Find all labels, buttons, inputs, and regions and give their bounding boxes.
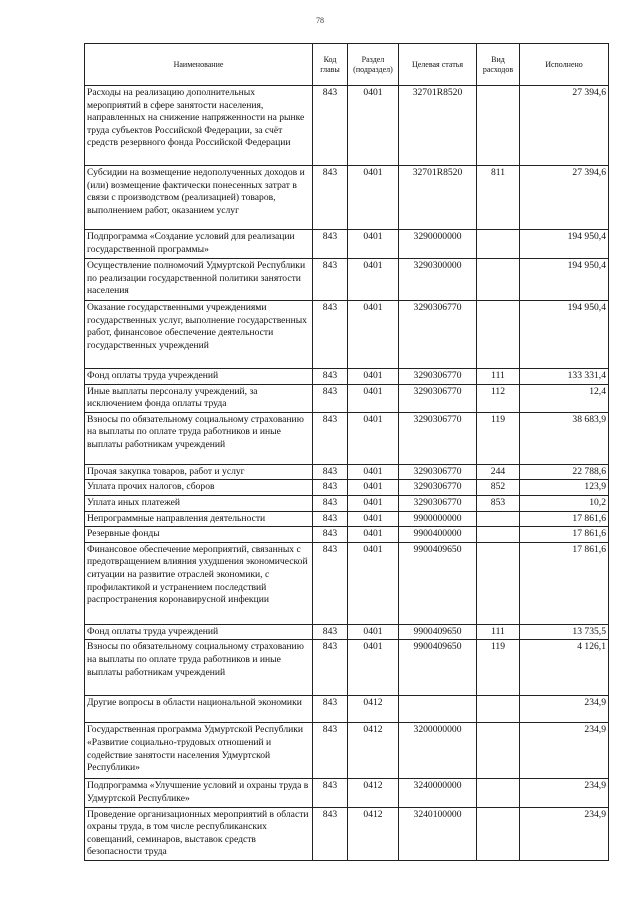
cell-name: Подпрограмма «Создание условий для реализации государственной программы»	[85, 230, 313, 259]
cell-name: Осуществление полномочий Удмуртской Республики по реализации государственной политики занятости населения	[85, 259, 313, 301]
header-chapter: Код главы	[313, 44, 348, 86]
cell-name: Расходы на реализацию дополнительных мероприятий в сфере занятости населения, направленных на снижение напряженности на рынке труда субъектов Российской Федерации, за счёт средств резервного фонда Российской Федерации	[85, 86, 313, 166]
cell-section: 0401	[348, 624, 399, 640]
cell-section: 0401	[348, 464, 399, 480]
cell-executed: 194 950,4	[520, 301, 609, 369]
cell-executed: 17 861,6	[520, 527, 609, 543]
cell-executed: 234,9	[520, 779, 609, 807]
cell-section: 0401	[348, 86, 399, 166]
cell-section: 0401	[348, 259, 399, 301]
cell-chapter: 843	[313, 86, 348, 166]
cell-chapter: 843	[313, 624, 348, 640]
cell-executed: 234,9	[520, 807, 609, 860]
budget-table	[84, 43, 609, 861]
cell-expense-type: 111	[477, 624, 520, 640]
table-row	[85, 464, 609, 480]
cell-expense-type	[477, 511, 520, 527]
cell-article: 3290300000	[399, 259, 477, 301]
cell-expense-type: 119	[477, 412, 520, 464]
cell-executed: 27 394,6	[520, 166, 609, 230]
cell-executed: 17 861,6	[520, 542, 609, 624]
table-body	[85, 86, 609, 861]
cell-chapter: 843	[313, 640, 348, 696]
cell-section: 0401	[348, 412, 399, 464]
table-row	[85, 542, 609, 624]
cell-expense-type: 244	[477, 464, 520, 480]
cell-chapter: 843	[313, 480, 348, 496]
cell-article: 3290306770	[399, 464, 477, 480]
cell-expense-type: 853	[477, 495, 520, 511]
table-row	[85, 480, 609, 496]
cell-section: 0412	[348, 779, 399, 807]
cell-executed: 27 394,6	[520, 86, 609, 166]
cell-article: 9900409650	[399, 640, 477, 696]
cell-name: Уплата прочих налогов, сборов	[85, 480, 313, 496]
cell-section: 0412	[348, 723, 399, 779]
cell-article: 32701R8520	[399, 166, 477, 230]
cell-section: 0412	[348, 696, 399, 723]
table-row	[85, 807, 609, 860]
cell-name: Прочая закупка товаров, работ и услуг	[85, 464, 313, 480]
cell-expense-type: 852	[477, 480, 520, 496]
table-row	[85, 259, 609, 301]
cell-article: 3290306770	[399, 301, 477, 369]
table-row	[85, 779, 609, 807]
cell-expense-type: 119	[477, 640, 520, 696]
cell-section: 0401	[348, 542, 399, 624]
header-name: Наименование	[85, 44, 313, 86]
cell-article: 32701R8520	[399, 86, 477, 166]
cell-article: 3200000000	[399, 723, 477, 779]
cell-executed: 4 126,1	[520, 640, 609, 696]
header-article: Целевая статья	[399, 44, 477, 86]
cell-executed: 123,9	[520, 480, 609, 496]
cell-article: 9900409650	[399, 542, 477, 624]
cell-executed: 194 950,4	[520, 259, 609, 301]
cell-article: 3240000000	[399, 779, 477, 807]
cell-chapter: 843	[313, 696, 348, 723]
header-expense-type: Вид расходов	[477, 44, 520, 86]
cell-chapter: 843	[313, 511, 348, 527]
cell-article: 3290000000	[399, 230, 477, 259]
cell-section: 0401	[348, 166, 399, 230]
cell-name: Непрограммные направления деятельности	[85, 511, 313, 527]
cell-section: 0412	[348, 807, 399, 860]
cell-chapter: 843	[313, 807, 348, 860]
table-row	[85, 624, 609, 640]
cell-name: Государственная программа Удмуртской Республики «Развитие социально-трудовых отношений и содействие занятости населения Удмуртской Республики»	[85, 723, 313, 779]
cell-chapter: 843	[313, 464, 348, 480]
table-row	[85, 86, 609, 166]
cell-article: 3290306770	[399, 384, 477, 412]
cell-name: Иные выплаты персоналу учреждений, за исключением фонда оплаты труда	[85, 384, 313, 412]
cell-name: Подпрограмма «Улучшение условий и охраны труда в Удмуртской Республике»	[85, 779, 313, 807]
table-row	[85, 527, 609, 543]
cell-name: Взносы по обязательному социальному страхованию на выплаты по оплате труда работников и иные выплаты работникам учреждений	[85, 412, 313, 464]
cell-section: 0401	[348, 640, 399, 696]
cell-name: Субсидии на возмещение недополученных доходов и (или) возмещение фактически понесенных затрат в связи с производством (реализацией) товаров, выполнением работ, оказанием услуг	[85, 166, 313, 230]
cell-expense-type	[477, 86, 520, 166]
cell-expense-type	[477, 807, 520, 860]
cell-section: 0401	[348, 495, 399, 511]
cell-name: Оказание государственными учреждениями государственных услуг, выполнение государственных работ, финансовое обеспечение деятельности государственных учреждений	[85, 301, 313, 369]
cell-expense-type: 811	[477, 166, 520, 230]
cell-expense-type: 111	[477, 369, 520, 385]
table-row	[85, 230, 609, 259]
cell-section: 0401	[348, 384, 399, 412]
cell-executed: 17 861,6	[520, 511, 609, 527]
cell-executed: 10,2	[520, 495, 609, 511]
header-executed: Исполнено	[520, 44, 609, 86]
cell-chapter: 843	[313, 723, 348, 779]
cell-name: Фонд оплаты труда учреждений	[85, 624, 313, 640]
cell-name: Резервные фонды	[85, 527, 313, 543]
cell-chapter: 843	[313, 527, 348, 543]
cell-name: Фонд оплаты труда учреждений	[85, 369, 313, 385]
table-row	[85, 166, 609, 230]
cell-expense-type	[477, 527, 520, 543]
cell-expense-type	[477, 542, 520, 624]
cell-executed: 38 683,9	[520, 412, 609, 464]
table-row	[85, 723, 609, 779]
table-row	[85, 301, 609, 369]
page-number: 78	[316, 16, 324, 25]
cell-article: 3290306770	[399, 480, 477, 496]
cell-name: Уплата иных платежей	[85, 495, 313, 511]
cell-expense-type	[477, 723, 520, 779]
cell-chapter: 843	[313, 301, 348, 369]
cell-article	[399, 696, 477, 723]
table-row	[85, 696, 609, 723]
cell-chapter: 843	[313, 230, 348, 259]
table-row	[85, 495, 609, 511]
cell-chapter: 843	[313, 412, 348, 464]
cell-name: Взносы по обязательному социальному страхованию на выплаты по оплате труда работников и иные выплаты работникам учреждений	[85, 640, 313, 696]
cell-chapter: 843	[313, 166, 348, 230]
cell-chapter: 843	[313, 384, 348, 412]
table-row	[85, 412, 609, 464]
cell-executed: 22 788,6	[520, 464, 609, 480]
cell-expense-type	[477, 696, 520, 723]
table-row	[85, 369, 609, 385]
table-row	[85, 384, 609, 412]
table-row	[85, 640, 609, 696]
cell-executed: 13 735,5	[520, 624, 609, 640]
cell-name: Проведение организационных мероприятий в области охраны труда, в том числе республиканских совещаний, семинаров, выставок средств безопасности труда	[85, 807, 313, 860]
cell-chapter: 843	[313, 495, 348, 511]
header-section: Раздел (подраздел)	[348, 44, 399, 86]
cell-expense-type	[477, 779, 520, 807]
cell-section: 0401	[348, 527, 399, 543]
cell-chapter: 843	[313, 779, 348, 807]
cell-section: 0401	[348, 301, 399, 369]
cell-article: 3240100000	[399, 807, 477, 860]
cell-executed: 12,4	[520, 384, 609, 412]
cell-article: 9900400000	[399, 527, 477, 543]
cell-name: Финансовое обеспечение мероприятий, связанных с предотвращением влияния ухудшения экономической ситуации на развитие отраслей экономики, с профилактикой и устранением последствий распространения коронавирусной инфекции	[85, 542, 313, 624]
cell-section: 0401	[348, 480, 399, 496]
cell-article: 9900000000	[399, 511, 477, 527]
cell-expense-type	[477, 259, 520, 301]
cell-executed: 133 331,4	[520, 369, 609, 385]
cell-executed: 234,9	[520, 696, 609, 723]
table-header-row	[85, 44, 609, 86]
cell-expense-type	[477, 301, 520, 369]
cell-article: 3290306770	[399, 412, 477, 464]
cell-section: 0401	[348, 511, 399, 527]
cell-chapter: 843	[313, 542, 348, 624]
cell-executed: 234,9	[520, 723, 609, 779]
cell-article: 9900409650	[399, 624, 477, 640]
cell-article: 3290306770	[399, 369, 477, 385]
cell-article: 3290306770	[399, 495, 477, 511]
cell-executed: 194 950,4	[520, 230, 609, 259]
cell-chapter: 843	[313, 369, 348, 385]
cell-name: Другие вопросы в области национальной экономики	[85, 696, 313, 723]
cell-expense-type: 112	[477, 384, 520, 412]
cell-section: 0401	[348, 369, 399, 385]
cell-expense-type	[477, 230, 520, 259]
table-row	[85, 511, 609, 527]
cell-chapter: 843	[313, 259, 348, 301]
cell-section: 0401	[348, 230, 399, 259]
